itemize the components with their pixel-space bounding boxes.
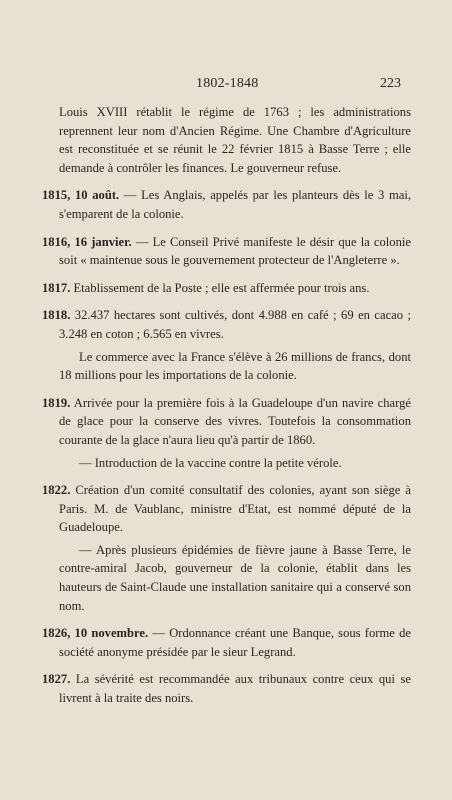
chronology-entry <box>42 624 411 661</box>
entry-date: 1817. <box>42 280 71 295</box>
page-header <box>0 76 452 96</box>
chronology-entry <box>42 306 411 343</box>
intro-paragraph: Louis XVIII rétablit le régime de 1763 ; les administrations reprennent leur nom d'Ancien Régime. Une Chambre d'Agriculture est reconstituée et se réunit le 22 février 1815 à Basse Terre ; elle demande à contrôler les finances. Le gouverneur refuse. <box>59 105 411 175</box>
entry-date: 1826, 10 novembre. <box>42 626 149 641</box>
entry-date: 1815, 10 août. <box>42 188 120 203</box>
chronology-entry <box>42 670 411 707</box>
chronology-entry <box>42 186 411 223</box>
running-head: 1802-1848 <box>196 76 259 91</box>
entry-text: Arrivée pour la première fois à la Guadeloupe d'un navire chargé de glace pour la conserve des vivres. Toutefois la consommation courante de la glace n'aura lieu qu'à partir de 1860. <box>59 395 411 447</box>
entry-subparagraph: — Après plusieurs épidémies de fièvre jaune à Basse Terre, le contre-amiral Jacob, gouverneur de la colonie, établit dans les hauteurs de Saint-Claude une installation sanitaire qui a conservé son nom. <box>59 542 411 613</box>
entry-text: Etablissement de la Poste ; elle est affermée pour trois ans. <box>70 280 370 295</box>
entry-text: Création d'un comité consultatif des colonies, ayant son siège à Paris. M. de Vaublanc, ministre d'Etat, est nommé député de la Guadeloupe. <box>59 483 411 535</box>
entry-subparagraph: — Introduction de la vaccine contre la petite vérole. <box>79 455 342 470</box>
chronology-entries <box>42 186 411 707</box>
entry-text: 32.437 hectares sont cultivés, dont 4.988 en café ; 69 en cacao ; 3.248 en coton ; 6.565 en vivres. <box>59 308 411 341</box>
entry-date: 1827. <box>42 672 71 687</box>
entry-date: 1816, 16 janvier. <box>42 234 132 249</box>
chronology-entry <box>42 233 411 270</box>
entry-text: — Ordonnance créant une Banque, sous forme de société anonyme présidée par le sieur Legrand. <box>59 626 411 659</box>
entry-date: 1822. <box>42 483 71 498</box>
entry-subparagraph: Le commerce avec la France s'élève à 26 millions de francs, dont 18 millions pour les importations de la colonie. <box>59 349 411 383</box>
chronology-entry <box>42 279 411 298</box>
entry-text: — Le Conseil Privé manifeste le désir que la colonie soit « maintenue sous le gouvernement protecteur de l'Angleterre ». <box>59 234 411 268</box>
page-number: 223 <box>380 76 401 91</box>
entry-text: La sévérité est recommandée aux tribunaux contre ceux qui se livrent à la traite des noirs. <box>59 672 411 706</box>
chronology-entry <box>42 394 411 450</box>
chronology-entry <box>42 481 411 537</box>
entry-date: 1819. <box>42 395 71 410</box>
entry-text: — Les Anglais, appelés par les planteurs dès le 3 mai, s'emparent de la colonie. <box>59 188 411 221</box>
page-body <box>42 103 411 708</box>
entry-date: 1818. <box>42 308 71 323</box>
